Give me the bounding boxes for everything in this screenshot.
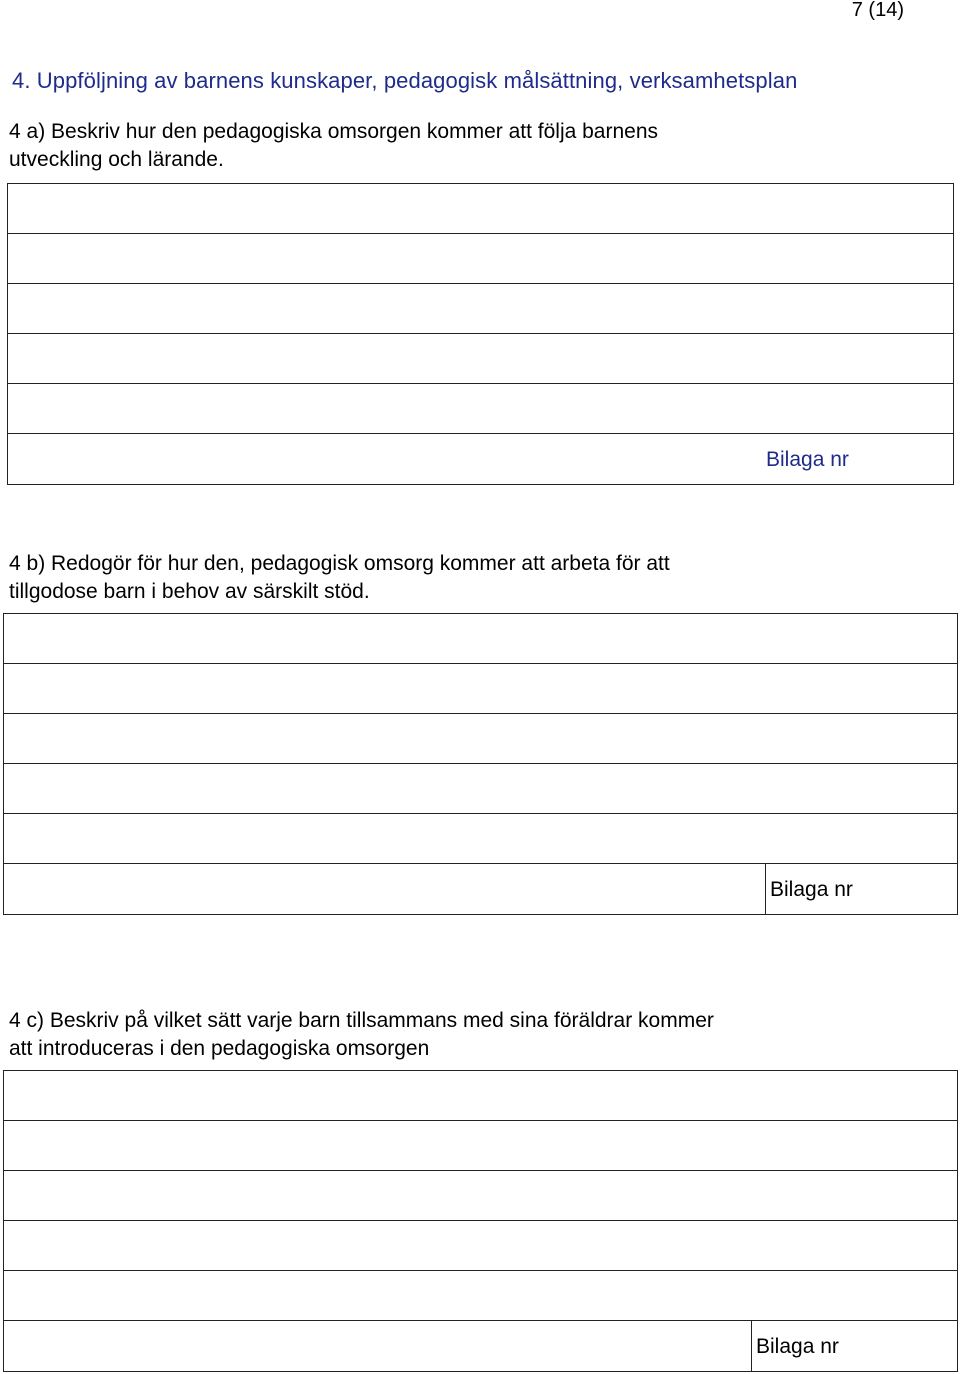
answer-line[interactable] xyxy=(4,614,957,664)
question-4a-line1: 4 a) Beskriv hur den pedagogiska omsorgen kommer att följa barnens xyxy=(9,120,659,143)
answer-line[interactable] xyxy=(4,1171,957,1221)
answer-box-4b[interactable] xyxy=(3,613,958,915)
answer-line[interactable] xyxy=(4,1121,957,1171)
question-4b-line1: 4 b) Redogör för hur den, pedagogisk omsorg kommer att arbeta för att xyxy=(9,552,670,575)
answer-box-4c[interactable] xyxy=(3,1070,958,1372)
attachment-label-4a: Bilaga nr xyxy=(766,448,849,471)
attachment-cell[interactable] xyxy=(751,1321,957,1371)
attachment-row[interactable] xyxy=(4,1321,957,1371)
answer-line[interactable] xyxy=(4,1221,957,1271)
answer-line[interactable] xyxy=(4,814,957,864)
answer-line[interactable] xyxy=(8,284,953,334)
answer-line[interactable] xyxy=(8,234,953,284)
answer-line[interactable] xyxy=(4,764,957,814)
answer-line[interactable] xyxy=(4,1271,957,1321)
section-heading: 4. Uppföljning av barnens kunskaper, pedagogisk målsättning, verksamhetsplan xyxy=(12,68,798,93)
attachment-label-4c: Bilaga nr xyxy=(756,1335,839,1358)
question-4b-prompt xyxy=(9,550,670,606)
question-4c-prompt xyxy=(9,1007,714,1063)
answer-box-4a[interactable] xyxy=(7,183,954,485)
attachment-row[interactable] xyxy=(4,864,957,914)
answer-line[interactable] xyxy=(4,714,957,764)
answer-line[interactable] xyxy=(4,1071,957,1121)
question-4c-line2: att introduceras i den pedagogiska omsorgen xyxy=(9,1037,430,1060)
answer-line[interactable] xyxy=(4,664,957,714)
question-4c-line1: 4 c) Beskriv på vilket sätt varje barn tillsammans med sina föräldrar kommer xyxy=(9,1009,714,1032)
question-4a-prompt xyxy=(9,118,658,174)
attachment-row[interactable] xyxy=(8,434,953,484)
attachment-cell[interactable] xyxy=(765,864,957,914)
answer-line[interactable] xyxy=(8,334,953,384)
answer-line[interactable] xyxy=(8,384,953,434)
attachment-label-4b: Bilaga nr xyxy=(770,878,853,901)
page-number: 7 (14) xyxy=(851,0,904,21)
question-4a-line2: utveckling och lärande. xyxy=(9,148,224,171)
question-4b-line2: tillgodose barn i behov av särskilt stöd. xyxy=(9,580,370,603)
answer-line[interactable] xyxy=(8,184,953,234)
